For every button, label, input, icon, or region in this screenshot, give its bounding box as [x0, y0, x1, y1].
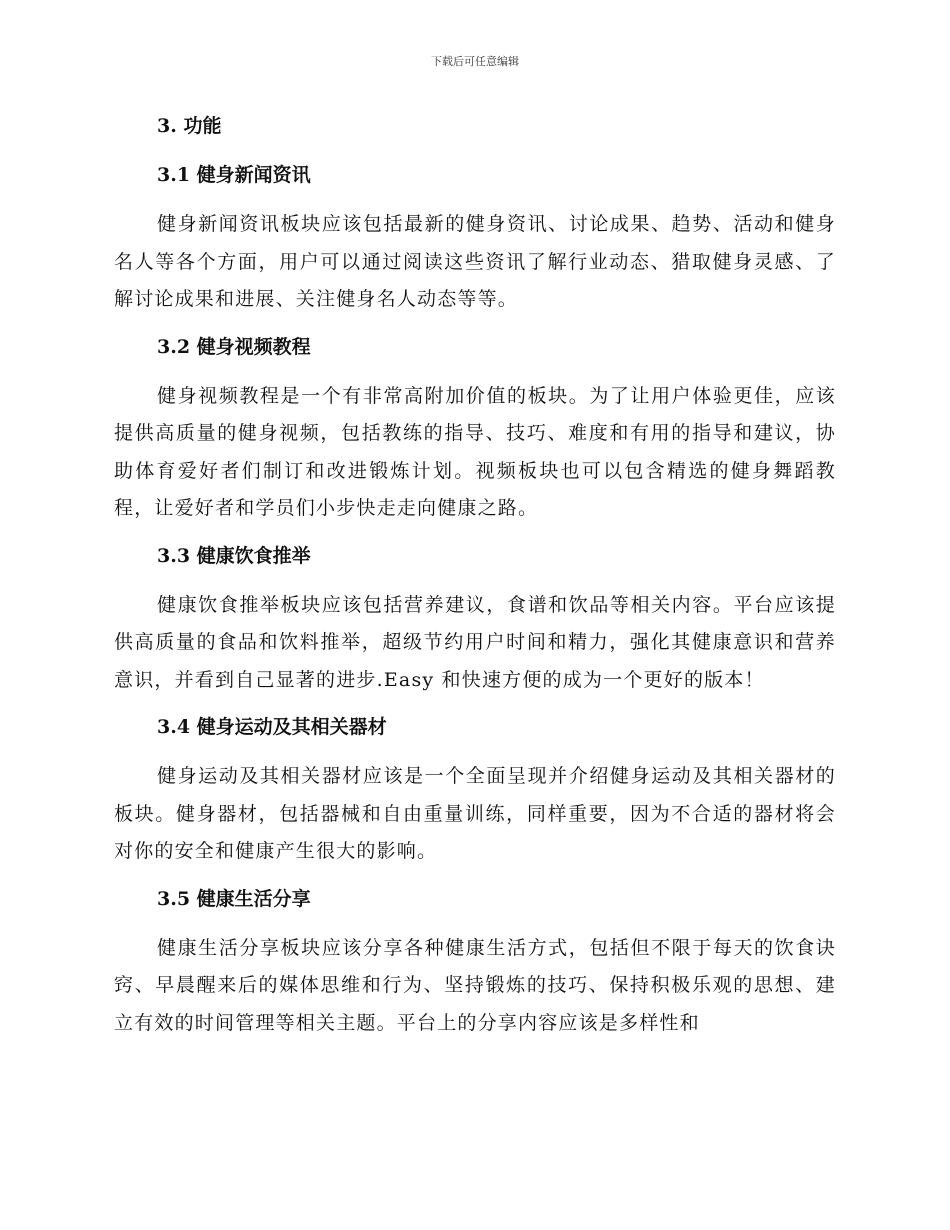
section-heading: 3.1 健身新闻资讯: [157, 164, 311, 186]
section-paragraph: 健康生活分享板块应该分享各种健康生活方式，包括但不限于每天的饮食诀窍、早晨醒来后的媒体思维和行为、坚持锻炼的技巧、保持积极乐观的思想、建立有效的时间管理等相关主题。平台上的分享内容应该是多样性和: [114, 936, 836, 1034]
section-3-3: [114, 540, 836, 700]
section-paragraph: 健身运动及其相关器材应该是一个全面呈现并介绍健身运动及其相关器材的板块。健身器材，包括器械和自由重量训练，同样重要，因为不合适的器材将会对你的安全和健康产生很大的影响。: [114, 765, 836, 862]
section-paragraph: 健身视频教程是一个有非常高附加价值的板块。为了让用户体验更佳，应该提供高质量的健身视频，包括教练的指导、技巧、难度和有用的指导和建议，协助体育爱好者们制订和改进锻炼计划。视频板块也可以包含精选的健身舞蹈教程，让爱好者和学员们小步快走走向健康之路。: [114, 384, 836, 519]
section-3-4: [114, 711, 836, 871]
document-body: [114, 110, 836, 1042]
section-heading: 3.2 健身视频教程: [157, 335, 311, 358]
section-title: 3. 功能: [157, 115, 222, 137]
section-3-2: [114, 331, 836, 528]
section-3-1: [114, 159, 836, 319]
page-header-note: 下载后可任意编辑: [431, 55, 519, 68]
section-heading: 3.4 健身运动及其相关器材: [157, 716, 387, 738]
section-3-5: [114, 883, 836, 1043]
section-heading: 3.3 健康饮食推举: [157, 544, 311, 567]
section-paragraph: 健康饮食推举板块应该包括营养建议，食谱和饮品等相关内容。平台应该提供高质量的食品和饮料推举，超级节约用户时间和精力，强化其健康意识和营养意识，并看到自己显著的进步.Easy 和快速方便的成为一个更好的版本！: [114, 593, 836, 691]
section-paragraph: 健身新闻资讯板块应该包括最新的健身资讯、讨论成果、趋势、活动和健身名人等各个方面，用户可以通过阅读这些资讯了解行业动态、猎取健身灵感、了解讨论成果和进展、关注健身名人动态等等。: [114, 213, 836, 310]
section-heading: 3.5 健康生活分享: [157, 887, 311, 910]
